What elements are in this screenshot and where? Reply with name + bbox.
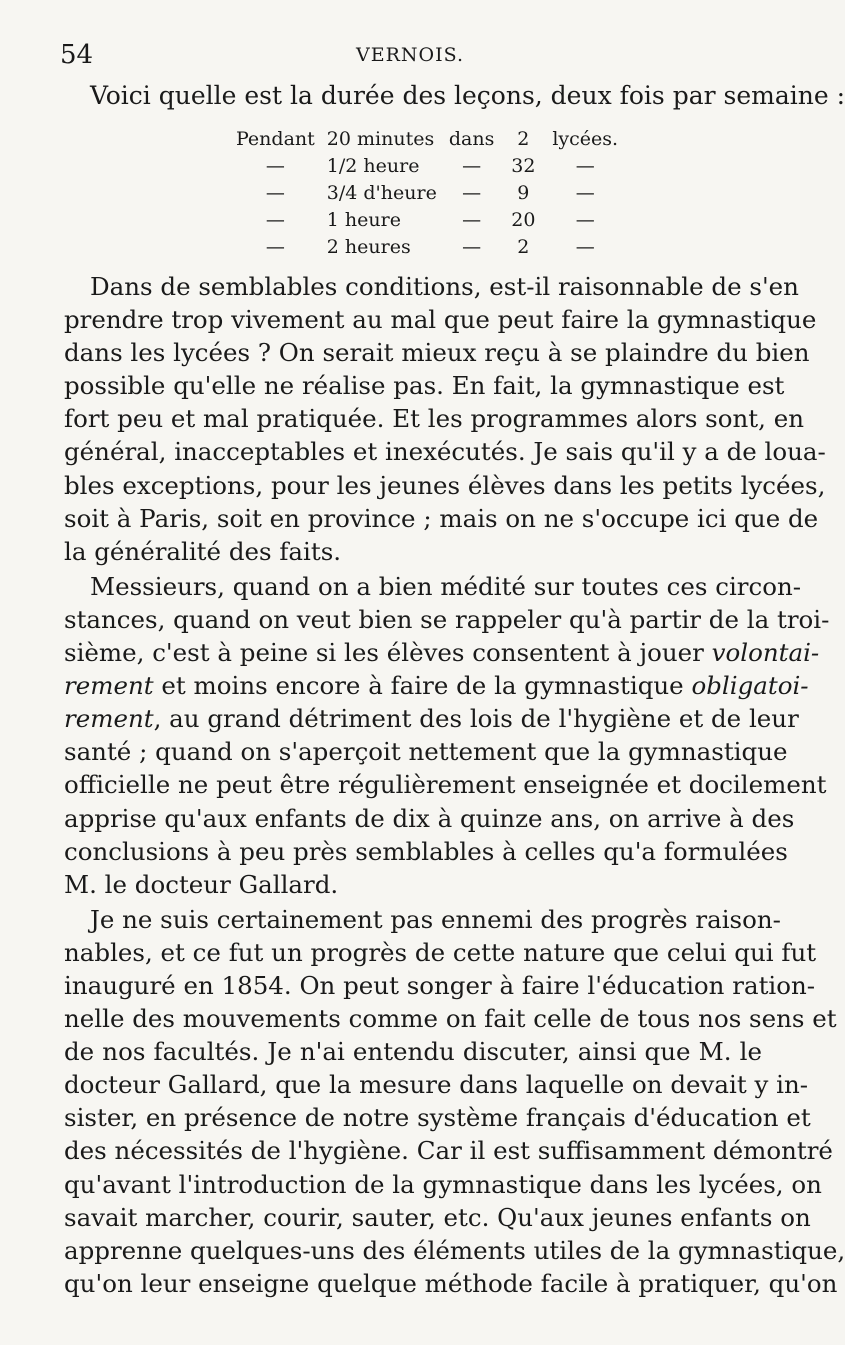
text-line: santé ; quand on s'aperçoit nettement que la gymnastique xyxy=(64,737,788,767)
text-segment: sième, c'est à peine si les élèves consentent à jouer xyxy=(64,638,712,668)
table-row xyxy=(230,234,624,261)
table-row xyxy=(230,180,624,207)
text-line: de nos facultés. Je n'ai entendu discuter, ainsi que M. le xyxy=(64,1037,762,1067)
table-row xyxy=(230,126,624,153)
text-line: dans les lycées ? On serait mieux reçu à se plaindre du bien xyxy=(64,338,810,368)
duration-table xyxy=(230,126,624,261)
text-segment: et moins encore à faire de la gymnastique xyxy=(153,671,692,701)
text-line: soit à Paris, soit en province ; mais on ne s'occupe ici que de xyxy=(64,503,819,533)
row-prefix: Pendant xyxy=(236,128,315,150)
paragraph-progres xyxy=(64,903,845,1300)
table-row xyxy=(230,207,624,234)
text-line: nelle des mouvements comme on fait celle de tous nos sens et xyxy=(64,1004,837,1034)
text-line: des nécessités de l'hygiène. Car il est suffisamment démontré xyxy=(64,1136,833,1166)
text-line: Messieurs, quand on a bien médité sur toutes ces circon- xyxy=(90,571,802,601)
table-row xyxy=(230,153,624,180)
row-dash: — xyxy=(265,209,285,231)
text-line: savait marcher, courir, sauter, etc. Qu'aux jeunes enfants on xyxy=(64,1202,811,1232)
text-line: Dans de semblables conditions, est-il raisonnable de s'en xyxy=(90,272,799,301)
text-line: nables, et ce fut un progrès de cette nature que celui qui fut xyxy=(64,937,817,967)
row-count: 2 xyxy=(517,128,530,150)
italic-segment: obligatoi- xyxy=(691,671,809,701)
row-dash: — xyxy=(575,236,595,258)
text-line: Je ne suis certainement pas ennemi des progrès raison- xyxy=(90,904,781,934)
text-line: apprenne quelques-uns des éléments utiles de la gymnastique, xyxy=(64,1235,845,1265)
row-duration: 20 minutes xyxy=(326,128,435,150)
text-line: général, inacceptables et inexécutés. Je sais qu'il y a de loua- xyxy=(64,437,826,467)
text-line: possible qu'elle ne réalise pas. En fait, la gymnastique est xyxy=(64,371,785,401)
row-duration: 3/4 d'heure xyxy=(326,182,437,204)
row-dash: — xyxy=(575,182,595,204)
text-line: officielle ne peut être régulièrement enseignée et docilement xyxy=(64,770,827,800)
text-line xyxy=(64,636,820,669)
row-count: 2 xyxy=(517,236,530,258)
row-dash: — xyxy=(575,155,595,177)
body-text xyxy=(64,270,845,1300)
running-head: VERNOIS. xyxy=(356,44,464,66)
row-dash: — xyxy=(462,182,482,204)
italic-segment: volontai- xyxy=(711,638,820,668)
row-suffix: lycées. xyxy=(552,128,619,150)
italic-segment: rement xyxy=(64,671,154,701)
intro-line: Voici quelle est la durée des leçons, deux fois par semaine : xyxy=(90,81,845,110)
row-dash: — xyxy=(462,155,482,177)
row-duration: 1 heure xyxy=(326,209,401,231)
row-count: 9 xyxy=(517,182,530,204)
text-line: fort peu et mal pratiquée. Et les programmes alors sont, en xyxy=(64,404,804,434)
text-line: la généralité des faits. xyxy=(64,536,342,566)
row-count: 20 xyxy=(511,209,536,231)
text-line: stances, quand on veut bien se rappeler qu'à partir de la troi- xyxy=(64,604,830,634)
text-segment: , au grand détriment des lois de l'hygiène et de leur xyxy=(153,704,799,734)
paragraph-messieurs xyxy=(64,570,830,901)
text-line: apprise qu'aux enfants de dix à quinze ans, on arrive à des xyxy=(64,803,795,833)
row-dash: — xyxy=(265,155,285,177)
text-line: prendre trop vivement au mal que peut faire la gymnastique xyxy=(64,305,817,335)
row-duration: 2 heures xyxy=(326,236,411,258)
text-line: docteur Gallard, que la mesure dans laquelle on devait y in- xyxy=(64,1070,808,1100)
row-dash: — xyxy=(265,182,285,204)
text-line xyxy=(64,702,799,735)
text-line: M. le docteur Gallard. xyxy=(64,869,339,899)
text-line: qu'avant l'introduction de la gymnastique dans les lycées, on xyxy=(64,1169,822,1199)
paragraph-conditions xyxy=(64,270,826,568)
row-dash: — xyxy=(265,236,285,258)
row-count: 32 xyxy=(511,155,536,177)
text-line: bles exceptions, pour les jeunes élèves dans les petits lycées, xyxy=(64,470,826,500)
page-header xyxy=(60,38,760,72)
text-line: qu'on leur enseigne quelque méthode facile à pratiquer, qu'on xyxy=(64,1268,838,1298)
text-line xyxy=(64,669,809,702)
row-mid: dans xyxy=(448,128,495,150)
row-dash: — xyxy=(575,209,595,231)
page-number: 54 xyxy=(60,40,94,70)
row-dash: — xyxy=(462,209,482,231)
text-line: conclusions à peu près semblables à celles qu'a formulées xyxy=(64,836,788,866)
italic-segment: rement xyxy=(64,704,154,734)
text-line: inauguré en 1854. On peut songer à faire l'éducation ration- xyxy=(64,970,816,1000)
row-duration: 1/2 heure xyxy=(326,155,420,177)
row-dash: — xyxy=(462,236,482,258)
text-line: sister, en présence de notre système français d'éducation et xyxy=(64,1103,811,1133)
